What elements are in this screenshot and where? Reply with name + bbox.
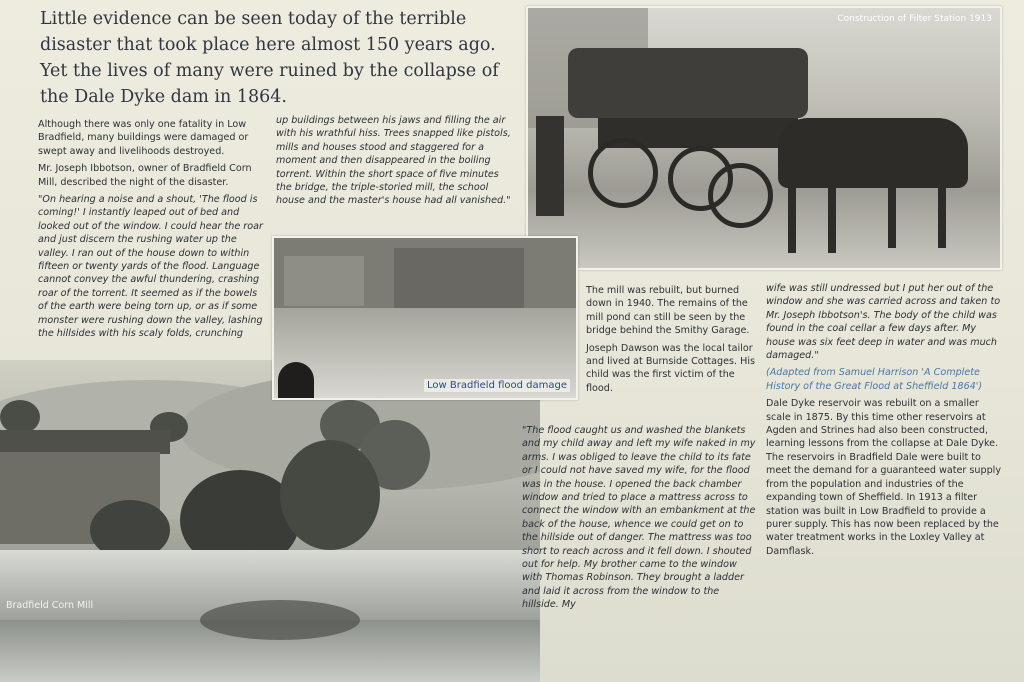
column-1 xyxy=(38,118,266,345)
filter-station-photo xyxy=(526,6,1002,270)
ibbotson-intro: Mr. Joseph Ibbotson, owner of Bradfield Corn Mill, described the night of the disaster. xyxy=(38,163,252,188)
headline: Little evidence can be seen today of the terrible disaster that took place here almost 150 years ago. Yet the lives of many were ruined by the collapse of the Dale Dyke dam in 1864. xyxy=(40,9,499,107)
corn-mill-landscape-photo xyxy=(0,360,540,682)
column-3-quote xyxy=(522,424,758,616)
ibbotson-quote-continued: up buildings between his jaws and filling the air with his wrathful hiss. Trees snapped like pistols, mills and houses stood and staggered for a moment and then disappeared in the boiling torrent. Within the short space of five minutes the bridge, the triple-storied mill, the school house and the master's house had all vanished." xyxy=(276,115,511,207)
mill-rebuilt-paragraph: The mill was rebuilt, but burned down in 1940. The remains of the mill pond can still be seen by the bridge behind the Smithy Garage. xyxy=(586,285,750,337)
reservoir-paragraph: Dale Dyke reservoir was rebuilt on a smaller scale in 1875. By this time other reservoirs at Agden and Strines had also been constructed, learning lessons from the collapse at Dale Dyke. The reservoirs in Bradfield Dale were built to meet the demand for a guaranteed water supply from the population and industries of the expanding town of Sheffield. In 1913 a filter station was built in Low Bradfield to provide a purer supply. This has now been replaced by the water treatment works in the Loxley Valley at Damflask. xyxy=(766,398,1002,557)
flood-photo-caption: Low Bradfield flood damage xyxy=(424,379,570,392)
dawson-paragraph: Joseph Dawson was the local tailor and lived at Burnside Cottages. His child was the first victim of the flood. xyxy=(586,342,756,394)
dawson-quote: "The flood caught us and washed the blankets and my child away and left my wife naked in my arms. I was obliged to leave the child to its fate or I could not have saved my wife, for the flood was in the house. I opened the back chamber window and tried to place a mattress across to connect the window with an embankment at the back of the house, whence we could get on to the hillside out of danger. The mattress was too short to reach across and it fell down. I shouted out for help. My brother came to the window with Thomas Robinson. They brought a ladder and laid it across from the window to the hillside. My xyxy=(522,425,756,611)
source-citation: (Adapted from Samuel Harrison 'A Complete History of the Great Flood at Sheffield 1864') xyxy=(766,367,983,392)
column-2 xyxy=(276,114,512,212)
flood-damage-photo xyxy=(272,236,578,400)
dawson-quote-continued: wife was still undressed but I put her out of the window and she was carried across and taken to Mr. Joseph Ibbotson's. The body of the child was found in the coal cellar a few days after. My house was six feet deep in water and was much damaged." xyxy=(766,283,1001,362)
column-4 xyxy=(766,282,1006,562)
mill-photo-caption: Bradfield Corn Mill xyxy=(6,600,94,611)
column-3 xyxy=(586,284,758,399)
ibbotson-quote: "On hearing a noise and a shout, 'The flood is coming!' I instantly leaped out of bed and looked out of the window. I could hear the roar and just discern the rushing water up the valley. I ran out of the house down to within fifteen or twenty yards of the flood. Language cannot convey the awful thundering, crashing roar of the torrent. It seemed as if the bowels of the earth were being torn up, or as if some monster were rushing down the valley, lashing the hillsides with his scaly folds, crunching xyxy=(38,194,263,340)
intro-paragraph: Although there was only one fatality in Low Bradfield, many buildings were damaged or swept away and livelihoods destroyed. xyxy=(38,119,249,157)
filter-photo-caption: Construction of Filter Station 1913 xyxy=(837,14,992,24)
